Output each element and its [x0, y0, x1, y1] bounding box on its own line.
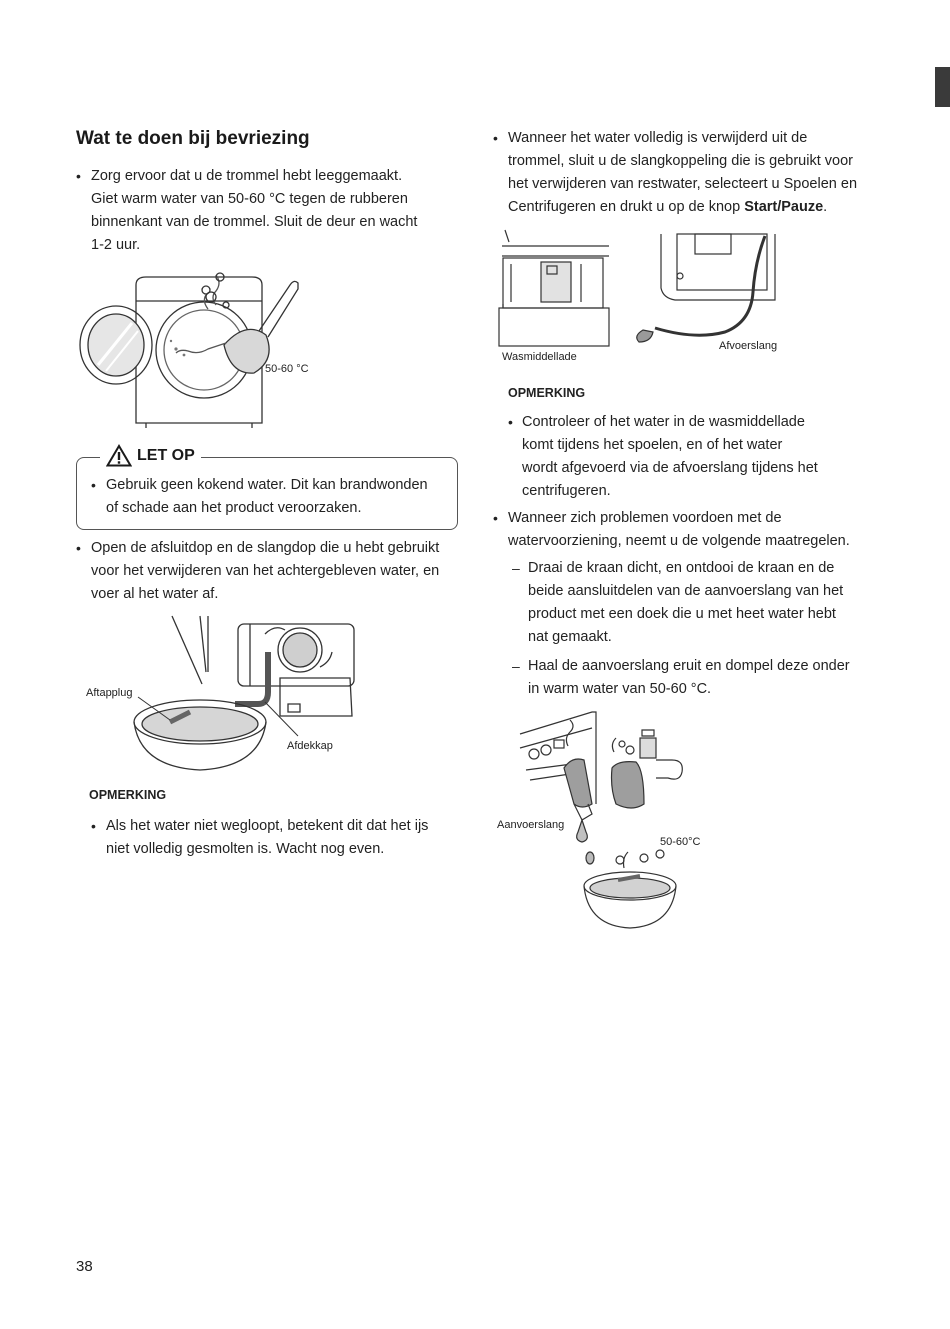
dash: – [512, 560, 520, 576]
drain-hose-illustration [625, 232, 785, 352]
afdekkap-label: Afdekkap [287, 740, 333, 752]
aanvoerslang-label: Aanvoerslang [497, 819, 565, 831]
afvoerslang-label: Afvoerslang [719, 340, 778, 352]
start-pause-bold: Start/Pauze [744, 199, 824, 215]
warning-triangle-icon [106, 444, 132, 467]
left-bullet1-line: 1-2 uur. [91, 237, 141, 253]
right-note-line: komt tijdens het spoelen, en of het water [522, 437, 783, 453]
right-bullet1-line: het verwijderen van restwater, selecteert u Spoelen en [508, 176, 858, 192]
caution-line: of schade aan het product veroorzaken. [106, 500, 362, 516]
dash1-line: nat gemaakt. [528, 629, 612, 645]
chapter-tab [935, 67, 950, 107]
fig1-temperature-label: 50-60 °C [265, 363, 309, 375]
bullet: • [91, 477, 96, 493]
right-bullet1-line: trommel, sluit u de slangkoppeling die is gebruikt voor [508, 153, 853, 169]
bullet: • [493, 510, 498, 526]
drain-plug-basin-illustration [120, 612, 360, 777]
right-bullet1-line: Centrifugeren en drukt u op de knop [508, 199, 745, 215]
bullet: • [508, 414, 513, 430]
left-bullet2-line: Open de afsluitdop en de slangdop die u hebt gebruikt [91, 540, 440, 556]
bullet: • [493, 130, 498, 146]
right-note-line: Controleer of het water in de wasmiddellade [522, 414, 805, 430]
left-bullet1-line: Giet warm water van 50-60 °C tegen de rubberen [91, 191, 408, 207]
left-note-line: niet volledig gesmolten is. Wacht nog even. [106, 841, 385, 857]
left-bullet2-line: voor het verwijderen van het achtergebleven water, en [91, 563, 440, 579]
page-number: 38 [76, 1258, 93, 1275]
caution-line: Gebruik geen kokend water. Dit kan brandwonden [106, 477, 428, 493]
dash1-line: product met een doek die u met heet water hebt [528, 606, 836, 622]
dash2-line: in warm water van 50-60 °C. [528, 681, 712, 697]
right-note-line: wordt afgevoerd via de afvoerslang tijdens het [522, 460, 818, 476]
left-note-line: Als het water niet wegloopt, betekent dit dat het ijs [106, 818, 429, 834]
dash1-line: beide aansluitdelen van de aanvoerslang van het [528, 583, 844, 599]
aftapplug-label: Aftapplug [86, 687, 133, 699]
warm-water-drum-illustration [76, 265, 326, 430]
right-bullet1-line: Wanneer het water volledig is verwijderd uit de [508, 130, 808, 146]
right-bullet1-last-line [508, 196, 827, 219]
sentence-end: . [823, 199, 828, 215]
right-bullet2-line: Wanneer zich problemen voordoen met de [508, 510, 782, 526]
bullet: • [76, 168, 81, 184]
dash1-line: Draai de kraan dicht, en ontdooi de kraan en de [528, 560, 835, 576]
page-title: Wat te doen bij bevriezing [76, 128, 310, 149]
wasmiddellade-label: Wasmiddellade [502, 351, 577, 363]
bullet: • [76, 540, 81, 556]
right-bullet2-line: watervoorziening, neemt u de volgende maatregelen. [508, 533, 850, 549]
dash2-line: Haal de aanvoerslang eruit en dompel deze onder [528, 658, 850, 674]
left-bullet1-line: Zorg ervoor dat u de trommel hebt leeggemaakt. [91, 168, 403, 184]
left-bullet1-line: binnenkant van de trommel. Sluit de deur en wacht [91, 214, 418, 230]
note-title: OPMERKING [89, 788, 167, 802]
right-note-line: centrifugeren. [522, 483, 611, 499]
caution-title: LET OP [137, 446, 195, 464]
detergent-drawer-illustration [497, 228, 612, 353]
fig4-temperature-label: 50-60°C [660, 836, 701, 848]
left-bullet2-line: voer al het water af. [91, 586, 219, 602]
dash: – [512, 658, 520, 674]
caution-header [100, 444, 201, 467]
bullet: • [91, 818, 96, 834]
note-title: OPMERKING [508, 386, 586, 400]
